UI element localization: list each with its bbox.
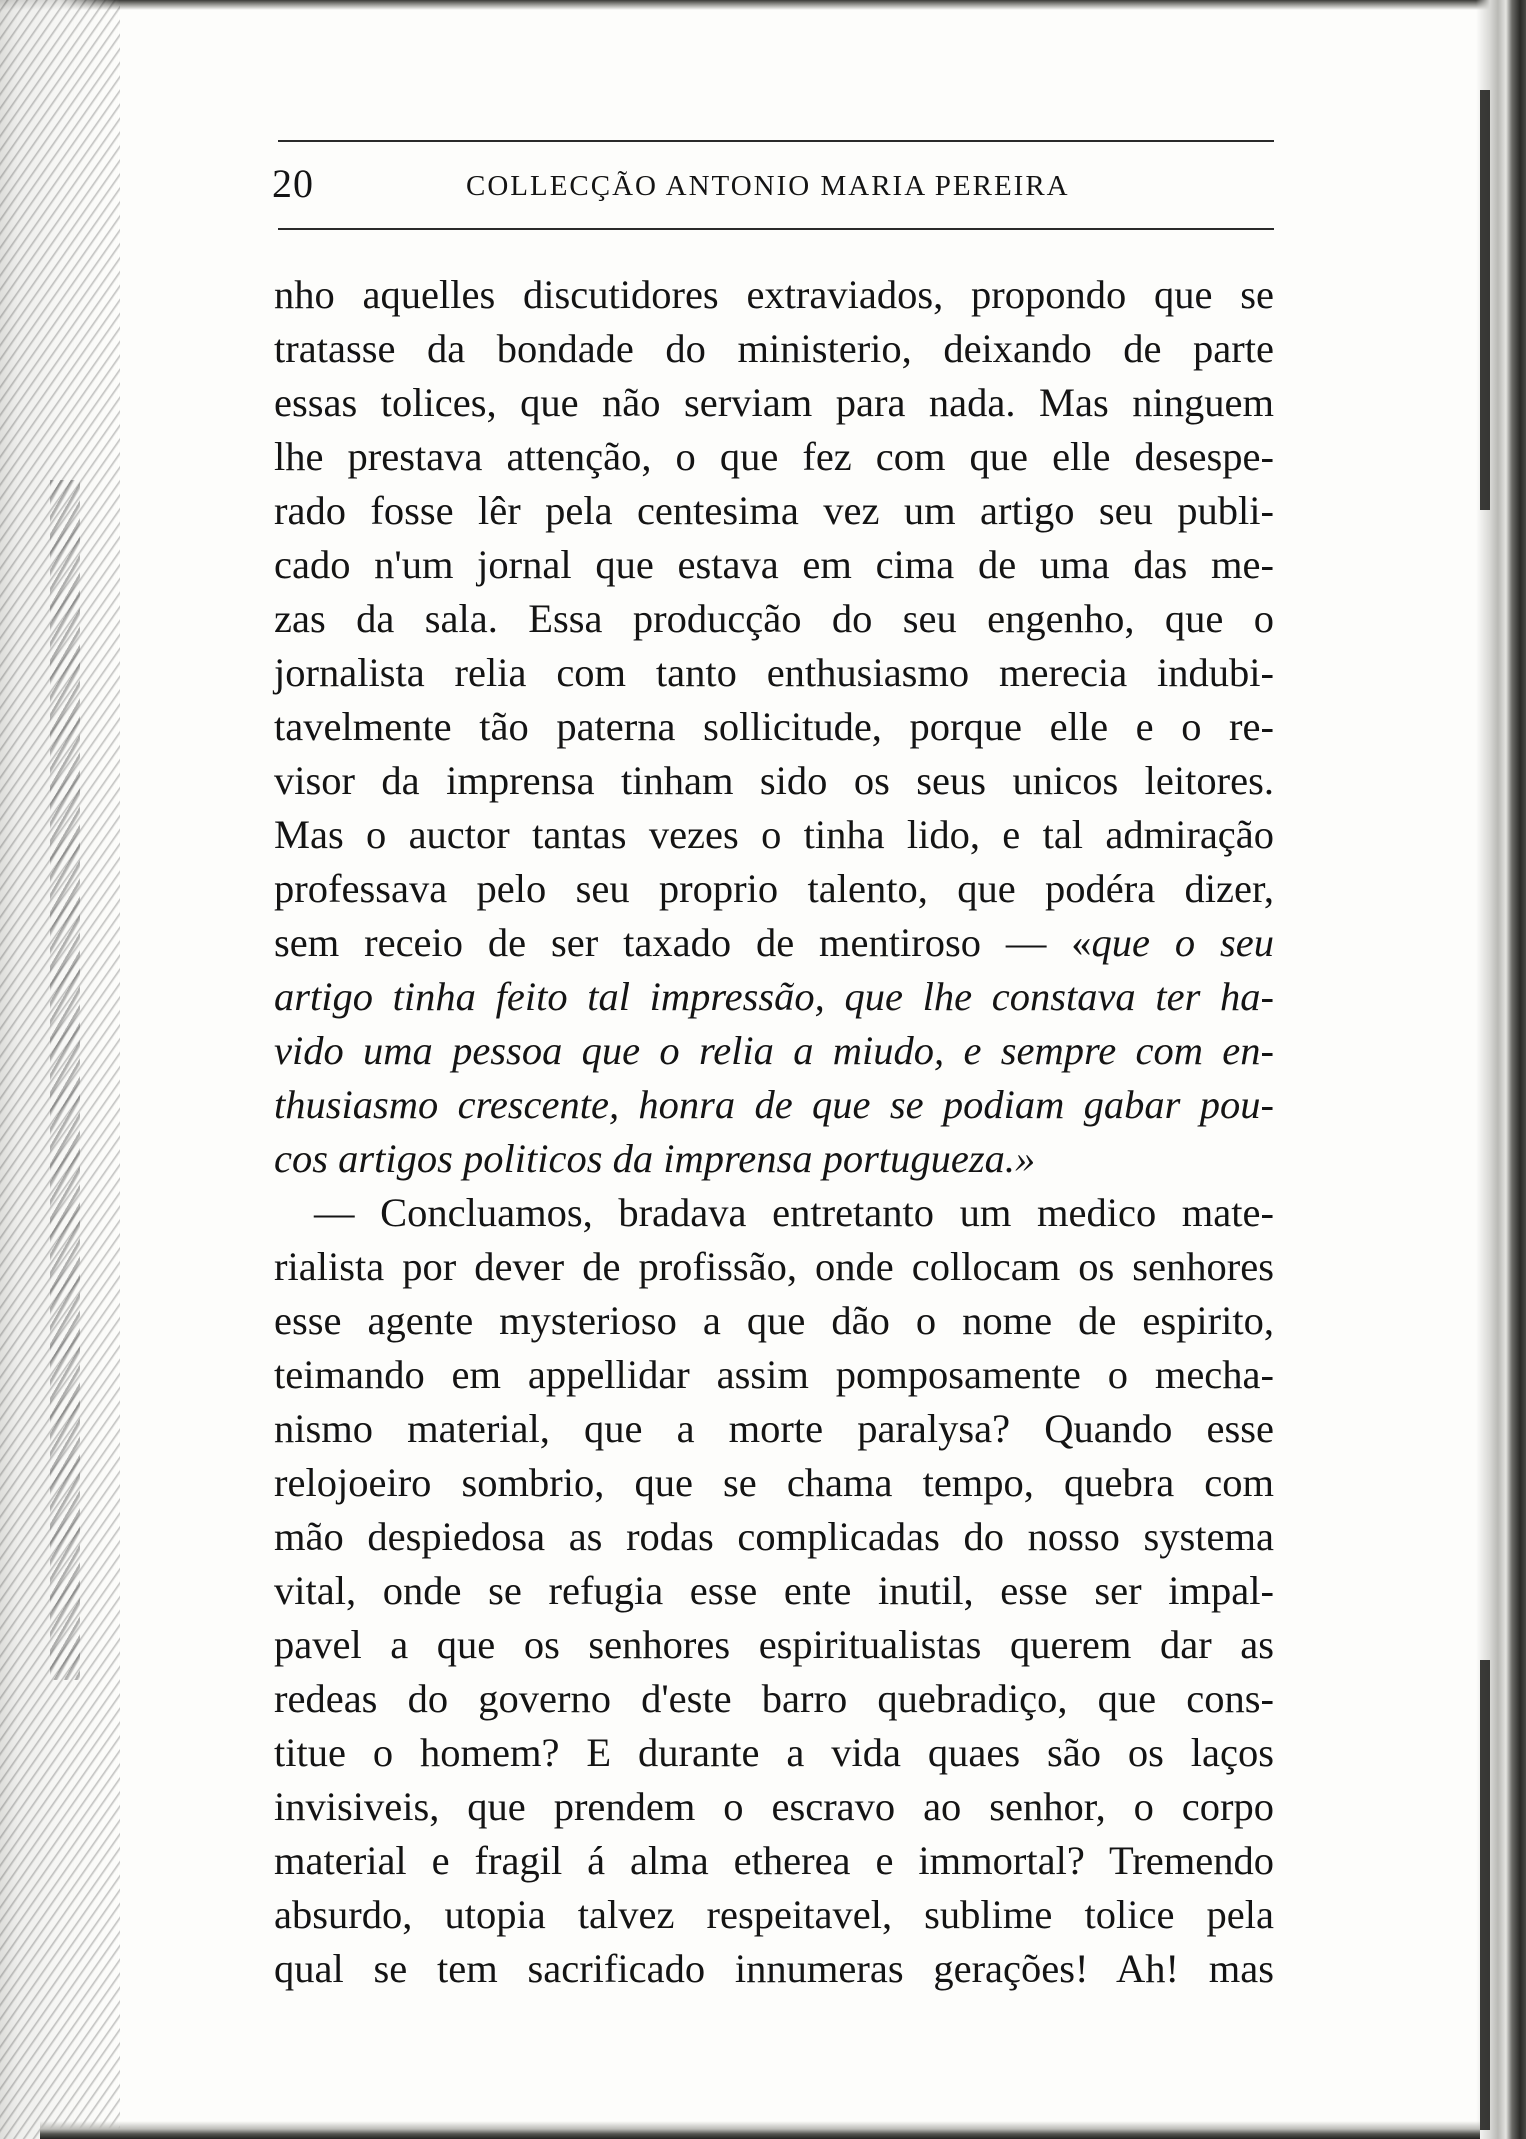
text-line: redeas do governo d'este barro quebradiço, que cons-	[274, 1676, 1274, 1721]
text-line: zas da sala. Essa producção do seu engenho, que o	[274, 596, 1274, 641]
text-line: tratasse da bondade do ministerio, deixando de parte	[274, 326, 1274, 371]
text-line: rialista por dever de profissão, onde collocam os senhores	[274, 1244, 1274, 1289]
quoted-italic-line: artigo tinha feito tal impressão, que lhe constava ter ha-	[274, 974, 1274, 1019]
text-line: essas tolices, que não serviam para nada. Mas ninguem	[274, 380, 1274, 425]
text-line: cado n'um jornal que estava em cima de uma das me-	[274, 542, 1274, 587]
quoted-italic-text: que o seu	[1091, 920, 1274, 965]
body-text	[274, 268, 1274, 1996]
quoted-italic-line: cos artigos politicos da imprensa portugueza.»	[274, 1136, 1036, 1181]
header-rule-bottom	[278, 228, 1274, 230]
text-line: pavel a que os senhores espiritualistas querem dar as	[274, 1622, 1274, 1667]
page-number: 20	[272, 161, 314, 206]
text-line: rado fosse lêr pela centesima vez um artigo seu publi-	[274, 488, 1274, 533]
header-rule-top	[278, 140, 1274, 142]
quoted-italic-line: vido uma pessoa que o relia a miudo, e sempre com en-	[274, 1028, 1274, 1073]
scan-right-edge-mark-bottom	[1480, 1660, 1490, 2130]
text-line: mão despiedosa as rodas complicadas do nosso systema	[274, 1514, 1274, 1559]
text-line: lhe prestava attenção, o que fez com que elle desespe-	[274, 434, 1274, 479]
text-line: invisiveis, que prendem o escravo ao senhor, o corpo	[274, 1784, 1274, 1829]
text-line: qual se tem sacrificado innumeras gerações! Ah! mas	[274, 1946, 1274, 1991]
text-line: esse agente mysterioso a que dão o nome de espirito,	[274, 1298, 1274, 1343]
paragraph-start-line: — Concluamos, bradava entretanto um medico mate-	[314, 1190, 1274, 1235]
text-line: teimando em appellidar assim pomposamente o mecha-	[274, 1352, 1274, 1397]
binding-hatching-left	[50, 480, 80, 1680]
text-line: jornalista relia com tanto enthusiasmo merecia indubi-	[274, 650, 1274, 695]
scan-top-edge	[0, 0, 1526, 10]
text-line	[274, 916, 1274, 970]
text-line: relojoeiro sombrio, que se chama tempo, quebra com	[274, 1460, 1274, 1505]
text-line: Mas o auctor tantas vezes o tinha lido, e tal admiração	[274, 812, 1274, 857]
text-line: vital, onde se refugia esse ente inutil, esse ser impal-	[274, 1568, 1274, 1613]
text-line: tavelmente tão paterna sollicitude, porque elle e o re-	[274, 704, 1274, 749]
text-line: absurdo, utopia talvez respeitavel, sublime tolice pela	[274, 1892, 1274, 1937]
scan-right-edge-mark-top	[1480, 90, 1490, 510]
text-line: visor da imprensa tinham sido os seus unicos leitores.	[274, 758, 1274, 803]
text-line: titue o homem? E durante a vida quaes são os laços	[274, 1730, 1274, 1775]
scan-bottom-edge	[40, 2121, 1480, 2139]
text-roman: sem receio de ser taxado de mentiroso — «	[274, 920, 1092, 965]
quoted-italic-line: thusiasmo crescente, honra de que se podiam gabar pou-	[274, 1082, 1274, 1127]
text-line: nho aquelles discutidores extraviados, propondo que se	[274, 272, 1274, 317]
text-line: professava pelo seu proprio talento, que podéra dizer,	[274, 866, 1274, 911]
text-line: nismo material, que a morte paralysa? Quando esse	[274, 1406, 1274, 1451]
running-header-title: COLLECÇÃO ANTONIO MARIA PEREIRA	[466, 170, 1070, 202]
text-line: material e fragil á alma etherea e immortal? Tremendo	[274, 1838, 1274, 1883]
